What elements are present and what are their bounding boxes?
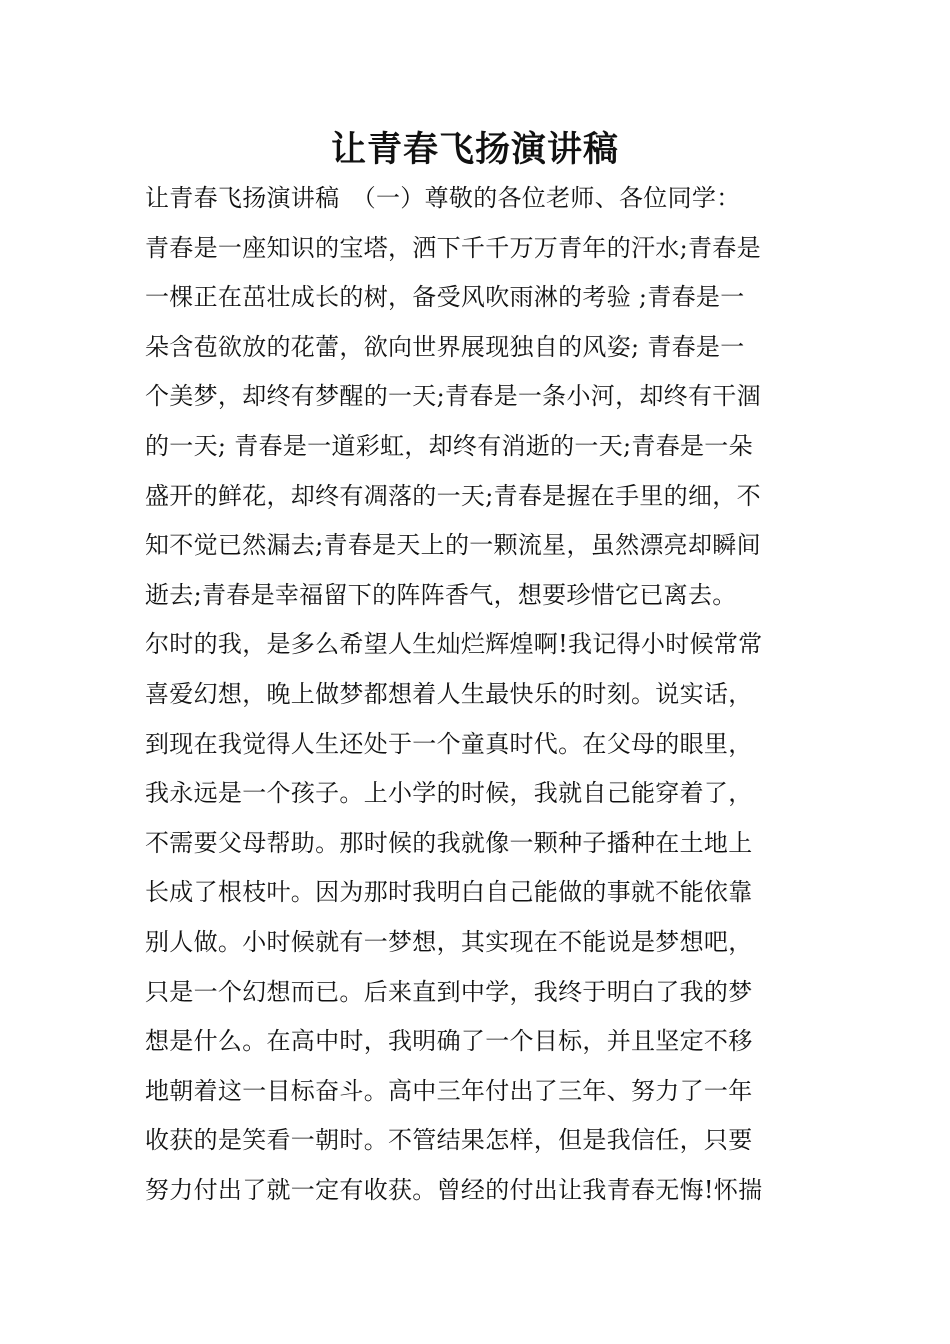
document-title: 让青春飞扬演讲稿 [330, 130, 619, 170]
text-line: 盛开的鲜花，却终有凋落的一天;青春是握在手里的细，不 [145, 481, 761, 510]
text-line: 朵含苞欲放的花蕾，欲向世界展现独自的风姿; 青春是一 [145, 332, 745, 361]
text-line: 我永远是一个孩子。上小学的时候，我就自己能穿着了， [145, 779, 753, 808]
text-line: 青春是一座知识的宝塔，洒下千千万万青年的汗水;青春是 [145, 233, 761, 262]
text-line: 知不觉已然漏去;青春是天上的一颗流星，虽然漂亮却瞬间 [145, 531, 761, 560]
text-line: 尔时的我，是多么希望人生灿烂辉煌啊!我记得小时候常常 [145, 630, 763, 659]
text-line: 不需要父母帮助。那时候的我就像一颗种子播种在土地上 [145, 828, 753, 857]
text-line: 努力付出了就一定有收获。曾经的付出让我青春无悔!怀揣 [145, 1175, 763, 1204]
text-line: 长成了根枝叶。因为那时我明白自己能做的事就不能依靠 [145, 878, 753, 907]
text-line: 别人做。小时候就有一梦想，其实现在不能说是梦想吧， [145, 927, 753, 956]
text-line: 喜爱幻想，晚上做梦都想着人生最快乐的时刻。说实话， [145, 679, 753, 708]
text-line: 让青春飞扬演讲稿 （一）尊敬的各位老师、各位同学： [145, 184, 741, 212]
text-line: 的一天; 青春是一道彩虹，却终有消逝的一天;青春是一朵 [145, 431, 753, 460]
text-line: 只是一个幻想而已。后来直到中学，我终于明白了我的梦 [145, 977, 753, 1006]
text-line: 收获的是笑看一朝时。不管结果怎样，但是我信任，只要 [145, 1126, 753, 1155]
text-line: 个美梦，却终有梦醒的一天;青春是一条小河，却终有干涸 [145, 382, 761, 411]
text-line: 逝去;青春是幸福留下的阵阵香气，想要珍惜它已离去。 [145, 580, 737, 609]
text-line: 地朝着这一目标奋斗。高中三年付出了三年、努力了一年 [145, 1076, 753, 1105]
document-body [145, 174, 810, 1215]
text-line: 想是什么。在高中时，我明确了一个目标，并且坚定不移 [145, 1027, 753, 1056]
text-line: 到现在我觉得人生还处于一个童真时代。在父母的眼里， [145, 729, 753, 758]
text-line: 一棵正在茁壮成长的树，备受风吹雨淋的考验 ;青春是一 [145, 283, 745, 312]
